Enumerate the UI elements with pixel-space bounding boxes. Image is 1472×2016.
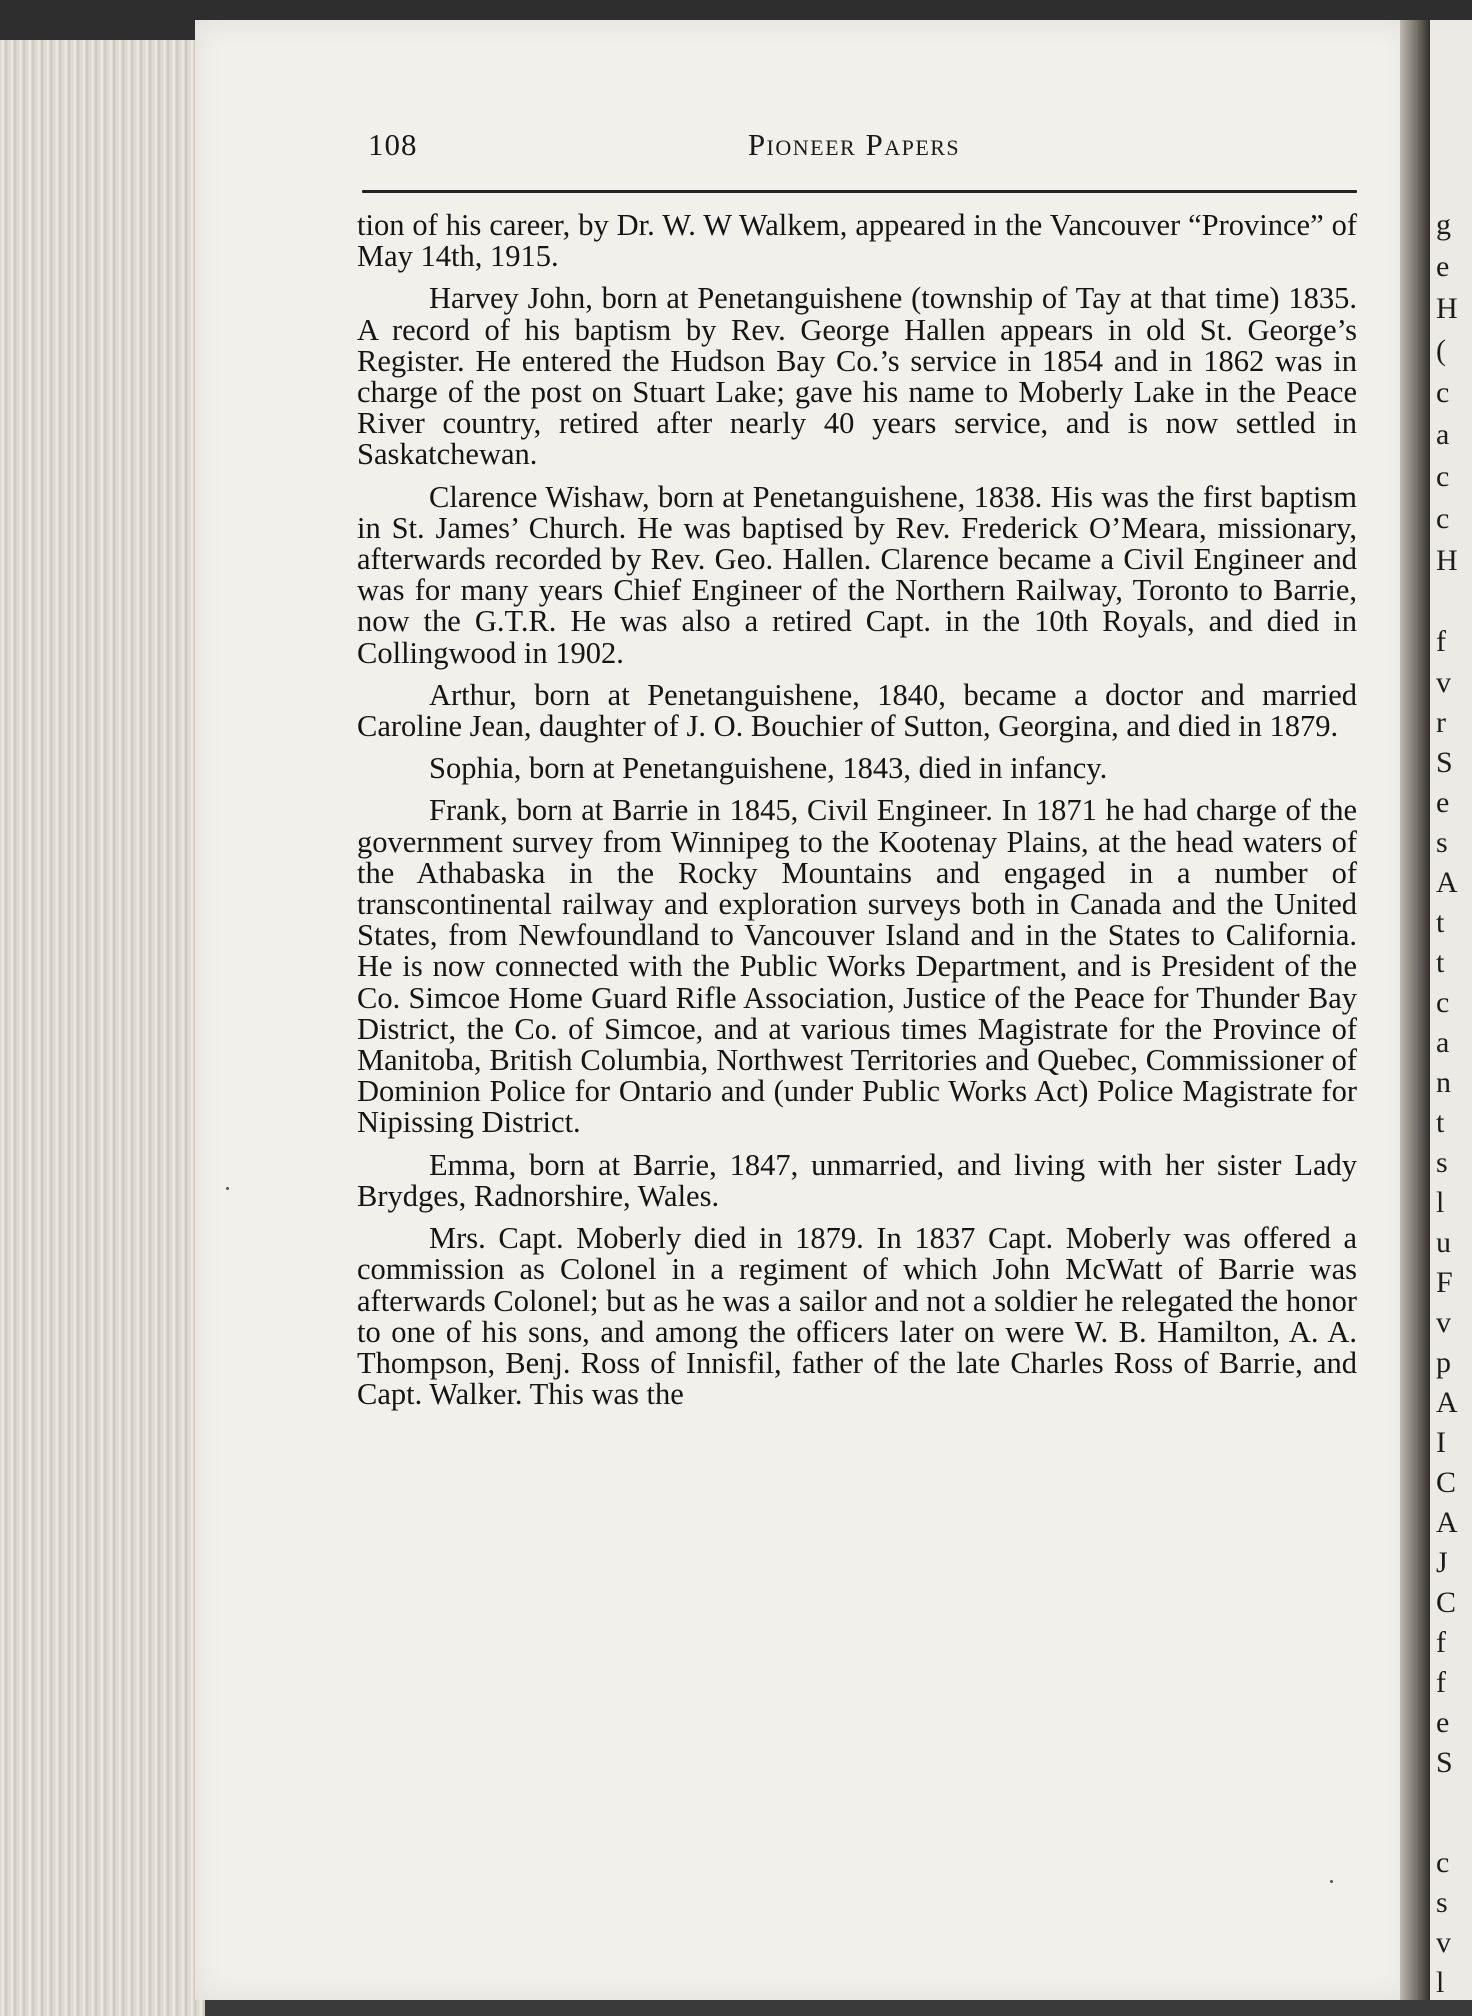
facing-page-fragment: S — [1436, 746, 1453, 779]
facing-page-fragment: I — [1436, 1426, 1446, 1459]
facing-page-fragment: c — [1436, 986, 1450, 1019]
facing-page-fragment: s — [1436, 1146, 1448, 1179]
facing-page-fragment: c — [1436, 1846, 1450, 1879]
facing-page-fragment: c — [1436, 460, 1450, 493]
facing-page-fragment: t — [1436, 906, 1445, 939]
facing-page-fragment: f — [1436, 1666, 1446, 1699]
facing-page-fragment: a — [1436, 418, 1450, 451]
facing-page-fragment: J — [1436, 1546, 1448, 1579]
paragraph-emma: Emma, born at Barrie, 1847, unmarried, and living with her sister Lady Brydges, Radnorshire, Wales. — [357, 1147, 1357, 1213]
facing-page-fragment: r — [1436, 706, 1446, 739]
running-head-title: Pioneer Papers — [747, 127, 961, 162]
facing-page-fragment: u — [1436, 1226, 1451, 1259]
page-stack-edge — [0, 0, 205, 2016]
scan-speck — [1330, 1880, 1333, 1883]
book-gutter — [1400, 20, 1430, 2000]
paragraph-frank: Frank, born at Barrie in 1845, Civil Engineer. In 1871 he had charge of the government survey from Winnipeg to the Kootenay Plains, at the head waters of the Athabaska in the Rocky Mountains and engaged in a number of transcontinental railway and exploration surveys both in Canada and the United States, from Newfoundland to Vancouver Island and in the States to California. He is now connected with the Public Works Department, and is President of the Co. Simcoe Home Guard Rifle Association, Justice of the Peace for Thunder Bay District, the Co. of Simcoe, and at various times Magistrate for the Province of Manitoba, British Columbia, Northwest Territories and Quebec, Commissioner of Dominion Police for Ontario and (under Public Works Act) Police Magistrate for Nipissing District. — [357, 793, 1357, 1140]
facing-page-fragment: f — [1436, 1626, 1446, 1659]
paragraph-arthur: Arthur, born at Penetanguishene, 1840, became a doctor and married Caroline Jean, daughter of J. O. Bouchier of Sutton, Georgina, and died in 1879. — [357, 677, 1357, 744]
paragraph-continuation: tion of his career, by Dr. W. W Walkem, appeared in the Vancouver “Province” of May 14th, 1915. — [357, 208, 1357, 274]
facing-page-fragment: c — [1436, 376, 1450, 409]
paragraph-harvey-john: Harvey John, born at Penetanguishene (township of Tay at that time) 1835. A record of his baptism by Rev. George Hallen appears in old St. George’s Register. He entered the Hudson Bay Co.’s service in 1854 and in 1862 was in charge of the post on Stuart Lake; gave his name to Moberly Lake in the Peace River country, retired after nearly 40 years service, and is now settled in Saskatchewan. — [357, 281, 1357, 472]
paragraph-mrs-capt-moberly: Mrs. Capt. Moberly died in 1879. In 1837 Capt. Moberly was offered a commission as Colonel in a regiment of which John McWatt of Barrie was afterwards Colonel; but as he was a sailor and not a soldier he relegated the honor to one of his sons, and among the officers later on were W. B. Hamilton, A. A. Thompson, Benj. Ross of Innisfil, father of the late Charles Ross of Barrie, and Capt. Walker. This was the — [357, 1221, 1357, 1412]
facing-page-fragment: a — [1436, 1026, 1450, 1059]
facing-page-fragment: ( — [1436, 334, 1446, 367]
facing-page-fragment: A — [1436, 1506, 1458, 1539]
facing-page-fragment: F — [1436, 1266, 1453, 1299]
facing-page-fragment: S — [1436, 1746, 1453, 1779]
facing-page-fragment: n — [1436, 1066, 1451, 1099]
running-header — [368, 127, 1340, 171]
scan-speck — [226, 1187, 229, 1190]
facing-page-fragment: A — [1436, 866, 1458, 899]
facing-page-fragment: C — [1436, 1466, 1457, 1499]
facing-page-fragment: H — [1436, 292, 1458, 325]
facing-page-fragment: e — [1436, 250, 1450, 283]
facing-page-fragment: C — [1436, 1586, 1457, 1619]
paragraph-clarence-wishaw: Clarence Wishaw, born at Penetanguishene, 1838. His was the first baptism in St. James’ Church. He was baptised by Rev. Frederick O’Meara, missionary, afterwards recorded by Rev. Geo. Hallen. Clarence became a Civil Engineer and was for many years Chief Engineer of the Northern Railway, Toronto to Barrie, now the G.T.R. He was also a retired Capt. in the 10th Royals, and died in Collingwood in 1902. — [357, 479, 1357, 670]
facing-page-fragment: t — [1436, 1106, 1445, 1139]
facing-page-fragment: v — [1436, 1926, 1451, 1959]
body-text — [357, 210, 1357, 1421]
facing-page-fragment: c — [1436, 502, 1450, 535]
facing-page-fragment: t — [1436, 946, 1445, 979]
facing-page-fragment: p — [1436, 1346, 1451, 1379]
facing-page-fragment: g — [1436, 208, 1451, 241]
facing-page-fragment: e — [1436, 1706, 1450, 1739]
header-rule — [362, 190, 1357, 193]
facing-page-fragment: f — [1436, 625, 1446, 658]
facing-page-fragment: l — [1436, 1186, 1445, 1219]
facing-page-fragment: v — [1436, 1306, 1451, 1339]
page-number: 108 — [368, 127, 418, 162]
facing-page-fragment: l — [1436, 1966, 1445, 1999]
facing-page-fragment: v — [1436, 666, 1451, 699]
facing-page-fragment: s — [1436, 826, 1448, 859]
facing-page-fragment: A — [1436, 1386, 1458, 1419]
facing-page-fragment: H — [1436, 544, 1458, 577]
facing-page-fragment: e — [1436, 786, 1450, 819]
facing-page-fragment: s — [1436, 1886, 1448, 1919]
paragraph-sophia: Sophia, born at Penetanguishene, 1843, died in infancy. — [429, 751, 1108, 786]
facing-page-edge — [1430, 20, 1472, 2000]
